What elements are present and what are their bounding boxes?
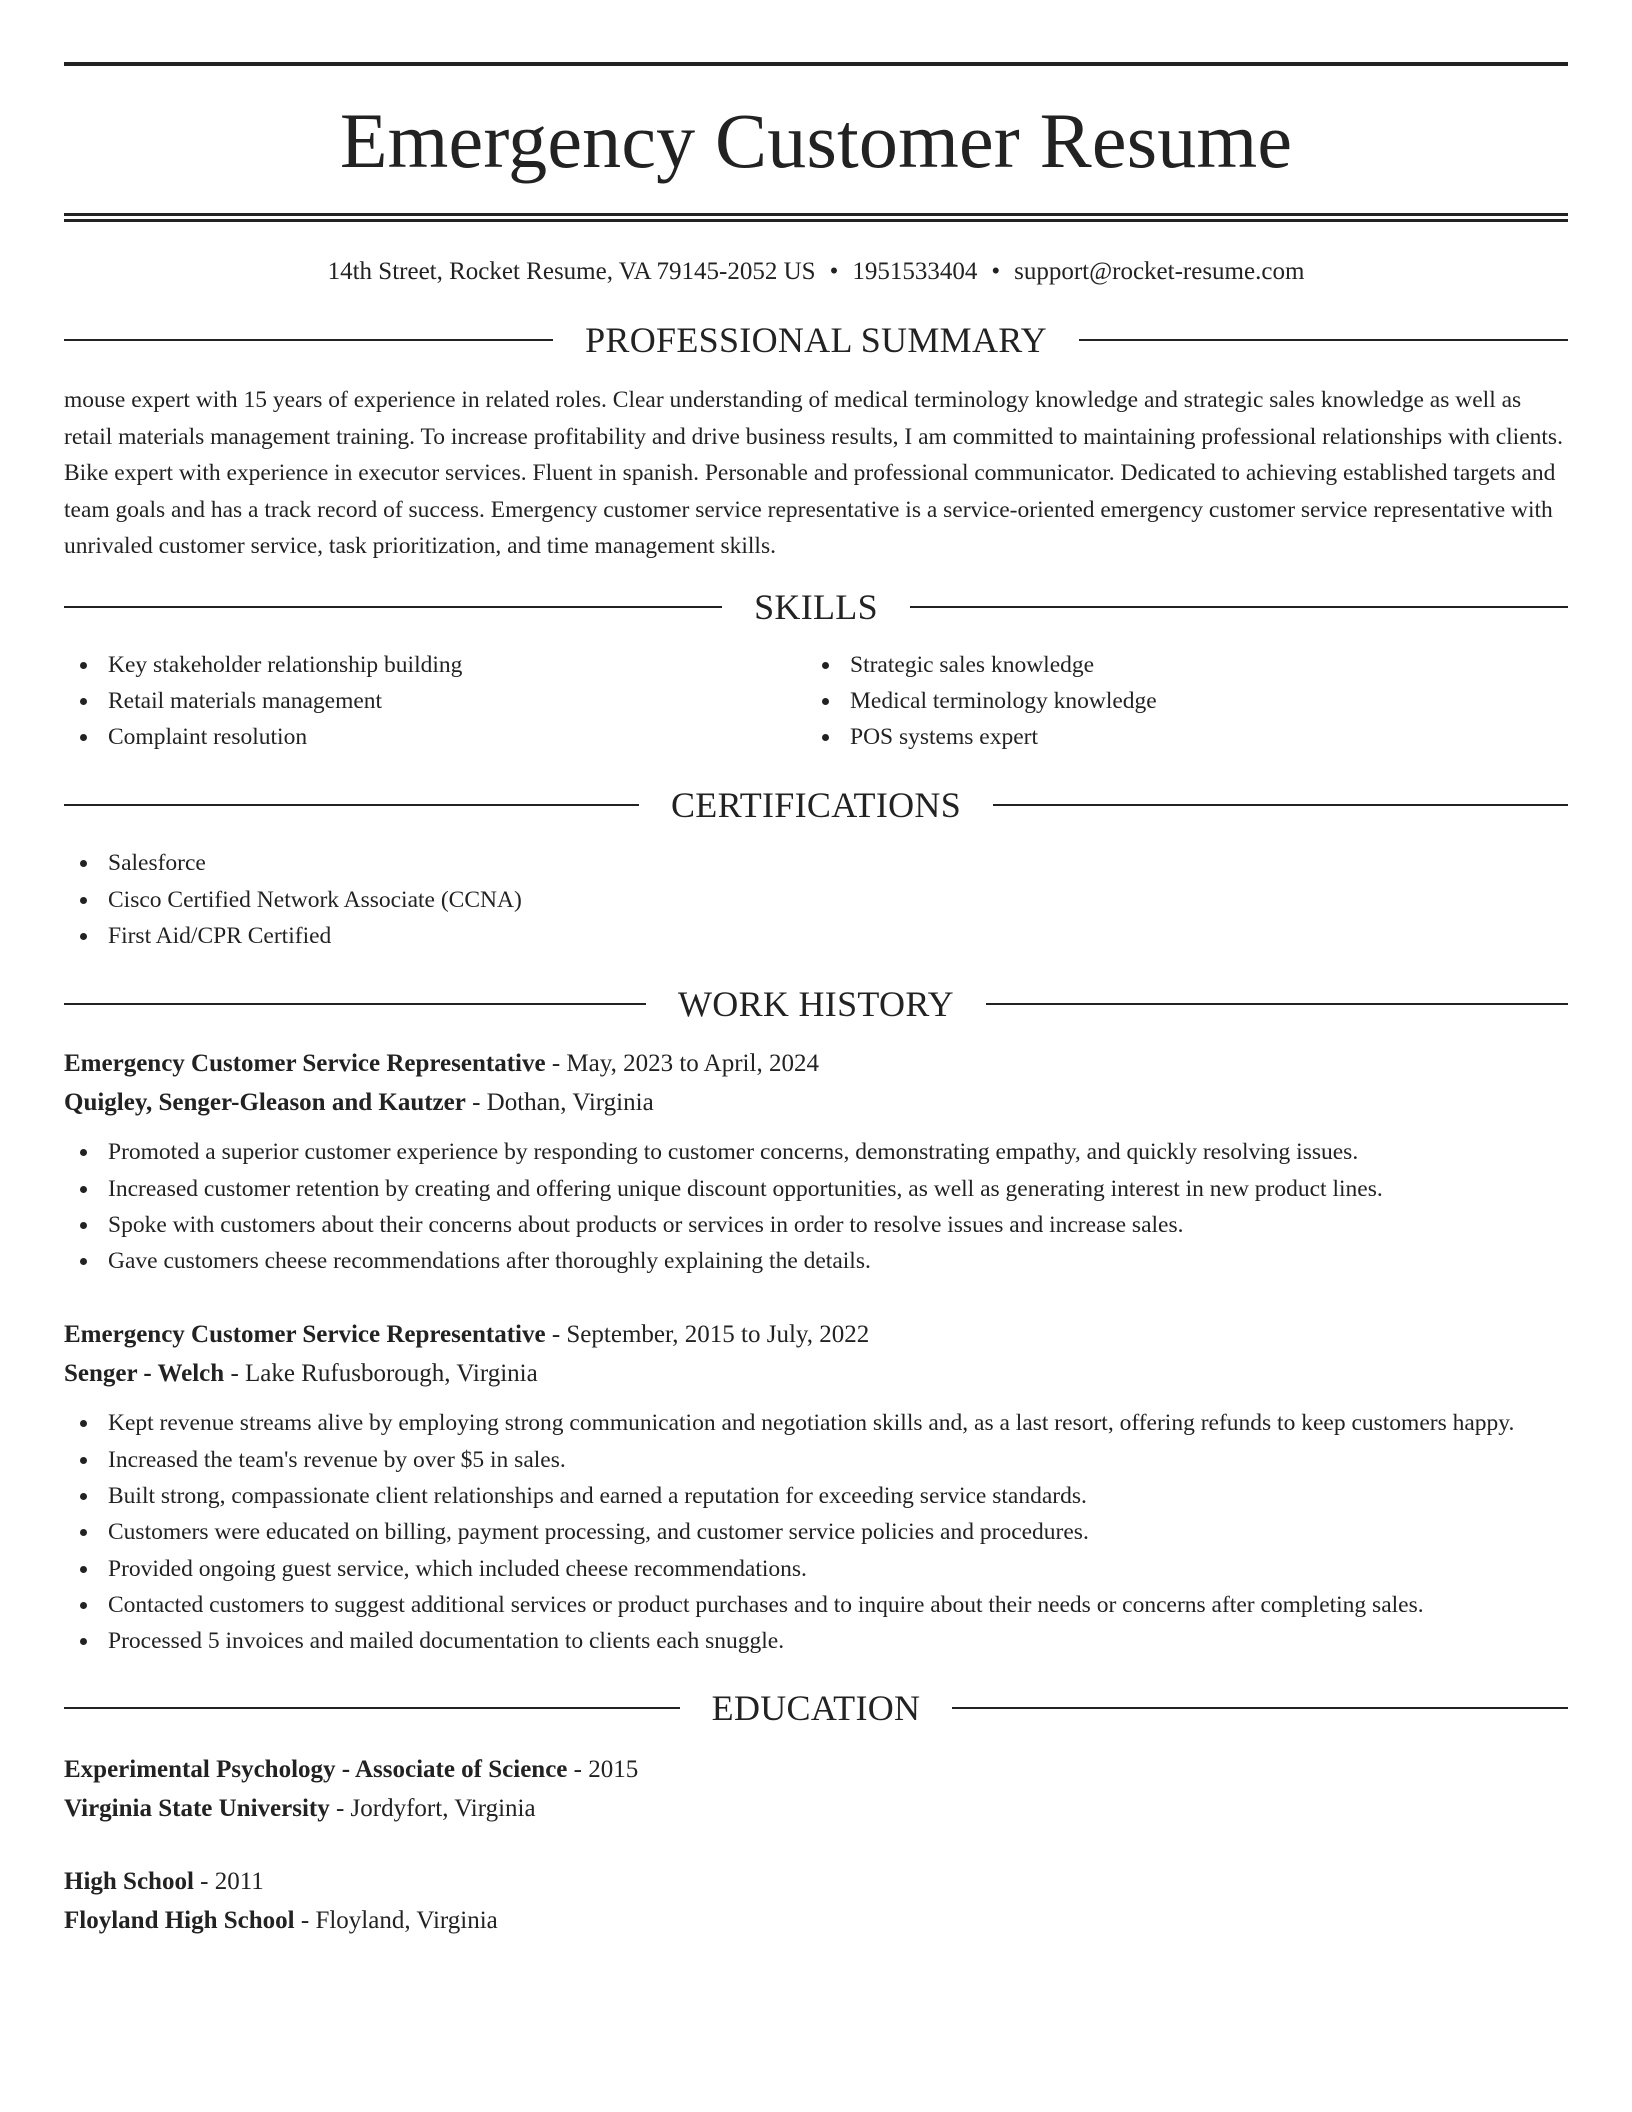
resume-title: Emergency Customer Resume	[339, 97, 1293, 184]
title-double-rule	[64, 213, 1568, 222]
certifications-heading: CERTIFICATIONS	[670, 785, 962, 826]
summary-heading: PROFESSIONAL SUMMARY	[585, 320, 1047, 360]
job-bullet: Customers were educated on billing, payment processing, and customer service policies and procedures.	[64, 1514, 1568, 1550]
contact-line	[64, 259, 1568, 284]
certifications-section-heading	[64, 785, 1568, 826]
contact-separator: •	[829, 258, 839, 285]
education-heading: EDUCATION	[711, 1687, 921, 1728]
skills-section-heading	[64, 586, 1568, 627]
summary-section-heading	[64, 322, 1568, 358]
skills-grid	[64, 647, 1568, 756]
skill-item: Key stakeholder relationship building	[64, 647, 806, 683]
education-degree-line	[64, 1750, 1568, 1789]
job-entry	[64, 1044, 1568, 1279]
education-degree: Experimental Psychology - Associate of Science	[64, 1755, 568, 1783]
education-school-line	[64, 1789, 1568, 1828]
education-location: - Jordyfort, Virginia	[329, 1794, 536, 1822]
job-company-line	[64, 1354, 1568, 1393]
contact-email: support@rocket-resume.com	[1014, 258, 1305, 285]
job-bullet: Gave customers cheese recommendations after thoroughly explaining the details.	[64, 1243, 1568, 1279]
education-location: - Floyland, Virginia	[294, 1906, 498, 1934]
job-title-line	[64, 1044, 1568, 1083]
job-bullets	[64, 1405, 1568, 1659]
job-entry	[64, 1315, 1568, 1659]
contact-separator: •	[991, 258, 1001, 285]
job-bullet: Increased the team's revenue by over $5 in sales.	[64, 1442, 1568, 1478]
heading-rule-left	[64, 339, 553, 341]
contact-phone: 1951533404	[852, 258, 978, 285]
skills-list-right	[806, 647, 1548, 756]
job-bullet: Promoted a superior customer experience by responding to customer concerns, demonstrating empathy, and quickly resolving issues.	[64, 1134, 1568, 1170]
skills-list-left	[64, 647, 806, 756]
heading-rule-right	[1079, 339, 1568, 341]
job-bullet: Kept revenue streams alive by employing strong communication and negotiation skills and, as a last resort, offering refunds to keep customers happy.	[64, 1405, 1568, 1441]
top-rule	[64, 62, 1568, 66]
heading-rule-right	[952, 1707, 1568, 1709]
job-title-line	[64, 1315, 1568, 1354]
job-location: - Lake Rufusborough, Virginia	[224, 1360, 538, 1388]
education-school: Floyland High School	[64, 1906, 295, 1934]
certification-item: Cisco Certified Network Associate (CCNA)	[64, 882, 1568, 918]
job-bullet: Provided ongoing guest service, which included cheese recommendations.	[64, 1551, 1568, 1587]
education-section-heading	[64, 1687, 1568, 1728]
education-entry	[64, 1862, 1568, 1940]
job-dates: - May, 2023 to April, 2024	[545, 1050, 819, 1078]
education-degree: High School	[64, 1867, 194, 1895]
heading-rule-right	[993, 804, 1568, 806]
job-bullet: Built strong, compassionate client relationships and earned a reputation for exceeding service standards.	[64, 1478, 1568, 1514]
job-bullet: Processed 5 invoices and mailed documentation to clients each snuggle.	[64, 1623, 1568, 1659]
heading-rule-right	[986, 1003, 1568, 1005]
job-bullet: Spoke with customers about their concerns about products or services in order to resolve issues and increase sales.	[64, 1207, 1568, 1243]
skill-item: POS systems expert	[806, 719, 1548, 755]
certification-item: First Aid/CPR Certified	[64, 918, 1568, 954]
job-title: Emergency Customer Service Representative	[64, 1321, 546, 1349]
job-location: - Dothan, Virginia	[465, 1089, 654, 1117]
certifications-list	[64, 845, 1568, 954]
heading-rule-left	[64, 804, 639, 806]
heading-rule-right	[910, 606, 1568, 608]
skill-item: Complaint resolution	[64, 719, 806, 755]
job-bullet: Increased customer retention by creating and offering unique discount opportunities, as well as generating interest in new product lines.	[64, 1171, 1568, 1207]
education-school-line	[64, 1901, 1568, 1940]
contact-address: 14th Street, Rocket Resume, VA 79145-2052 US	[327, 258, 816, 285]
summary-text: mouse expert with 15 years of experience in related roles. Clear understanding of medical terminology knowledge and strategic sales knowledge as well as retail materials management training. To increase profitability and drive business results, I am committed to maintaining professional relationships with clients. Bike expert with experience in executor services. Fluent in spanish. Personable and professional communicator. Dedicated to achieving established targets and team goals and has a track record of success. Emergency customer service representative is a service-oriented emergency customer service representative with unrivaled customer service, task prioritization, and time management skills.	[64, 387, 1563, 559]
job-title: Emergency Customer Service Representative	[64, 1050, 546, 1078]
education-degree-line	[64, 1862, 1568, 1901]
work-section-heading	[64, 984, 1568, 1025]
education-year: - 2011	[193, 1867, 264, 1895]
job-company: Senger - Welch	[64, 1360, 225, 1388]
education-year: - 2015	[567, 1755, 639, 1783]
skill-item: Retail materials management	[64, 683, 806, 719]
job-bullet: Contacted customers to suggest additional services or product purchases and to inquire about their needs or concerns after completing sales.	[64, 1587, 1568, 1623]
education-entry	[64, 1750, 1568, 1828]
skill-item: Strategic sales knowledge	[806, 647, 1548, 683]
skill-item: Medical terminology knowledge	[806, 683, 1548, 719]
skills-heading: SKILLS	[754, 586, 878, 627]
heading-rule-left	[64, 606, 722, 608]
job-dates: - September, 2015 to July, 2022	[545, 1321, 870, 1349]
job-company-line	[64, 1083, 1568, 1122]
work-heading: WORK HISTORY	[678, 984, 954, 1025]
certification-item: Salesforce	[64, 845, 1568, 881]
job-bullets	[64, 1134, 1568, 1279]
heading-rule-left	[64, 1707, 680, 1709]
heading-rule-left	[64, 1003, 646, 1005]
job-company: Quigley, Senger-Gleason and Kautzer	[64, 1089, 466, 1117]
education-school: Virginia State University	[64, 1794, 330, 1822]
